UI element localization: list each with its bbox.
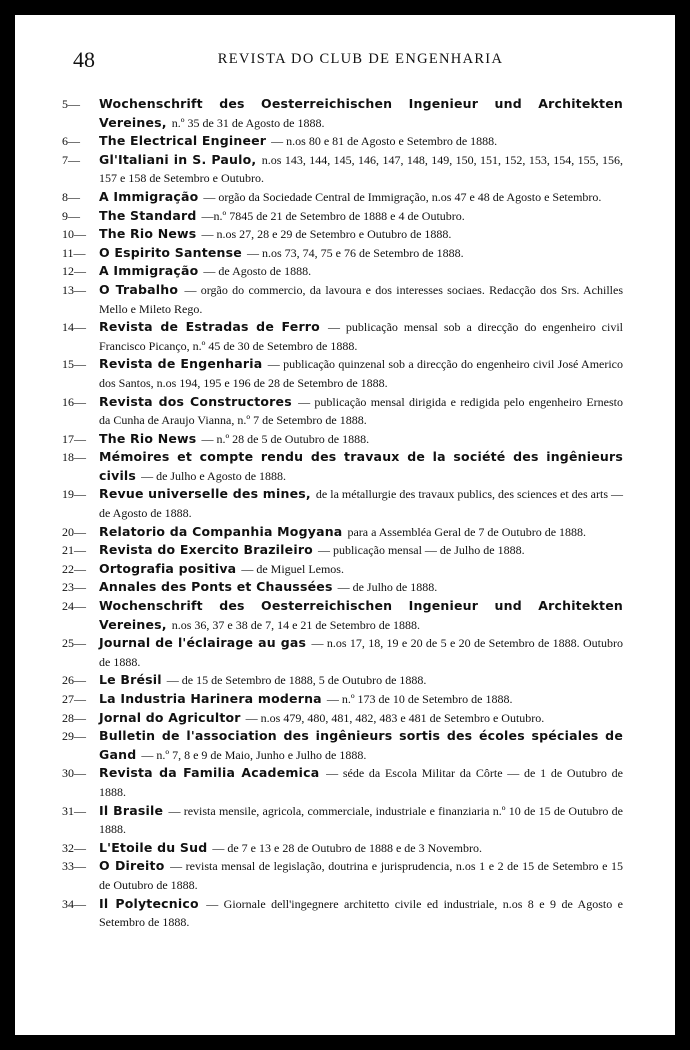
entry-number: 26—	[62, 673, 86, 688]
publication-title: Il Polytecnico	[99, 895, 199, 911]
list-item	[15, 523, 675, 542]
list-item	[15, 857, 675, 894]
publication-details: — de Julho e Agosto de 1888.	[141, 468, 287, 483]
list-item	[15, 541, 675, 560]
publication-details: — n.º 173 de 10 de Setembro de 1888.	[326, 692, 513, 706]
publication-title: Jornal do Agricultor	[99, 709, 241, 725]
list-item	[15, 244, 675, 263]
entry-number: 23—	[62, 580, 86, 595]
publication-details: — publicação quinzenal sob a direcção do engenheiro civil José Americo dos Santos, n.os 194, 195 e 196 de 28 de Setembro de 1888.	[99, 357, 624, 390]
list-item	[15, 151, 675, 188]
publication-title: The Electrical Engineer	[99, 133, 267, 149]
publication-details: — publicação mensal sob a direcção do engenheiro civil Francisco Picanço, n.º 45 de 30 de Setembro de 1888.	[99, 320, 624, 353]
publication-title: Revista da Familia Academica	[99, 765, 320, 781]
page-header	[73, 47, 648, 75]
entry-number: 5—	[62, 97, 80, 111]
entry-number: 12—	[62, 264, 86, 279]
list-item	[15, 430, 675, 449]
publication-details: — de Julho de 1888.	[337, 580, 438, 595]
publication-details: n.os 143, 144, 145, 146, 147, 148, 149, 150, 151, 152, 153, 154, 155, 156, 157 e 158 de Setembro e Outubro.	[99, 152, 624, 186]
publication-title: La Industria Harinera moderna	[99, 691, 322, 706]
list-item	[15, 188, 675, 207]
publication-details: — revista mensile, agricola, commerciale, industriale e finanziaria n.º 10 de 15 de Outubro de 1888.	[99, 803, 624, 837]
publication-title: Wochenschrift des Oesterreichischen Ingenieur und Architekten Vereines,	[99, 598, 623, 632]
entry-number: 24—	[62, 599, 86, 614]
entry-number: 7—	[62, 152, 80, 167]
publication-title: Ortografia positiva	[99, 560, 237, 576]
publication-details: — n.º 28 de 5 de Outubro de 1888.	[201, 431, 370, 446]
list-item	[15, 597, 675, 634]
entry-number: 32—	[62, 840, 86, 855]
entry-number: 21—	[62, 543, 86, 558]
publication-details: — n.º 7, 8 e 9 de Maio, Junho e Julho de 1888.	[141, 747, 367, 762]
publication-title: A Immigração	[99, 188, 199, 204]
publication-details: — de 15 de Setembro de 1888, 5 de Outubro de 1888.	[166, 673, 427, 688]
publication-details: — publicação mensal dirigida e redigida pelo engenheiro Ernesto da Cunha de Araujo Vianna, n.º 7 de Setembro de 1888.	[99, 394, 624, 428]
entry-number: 14—	[62, 320, 86, 335]
publication-title: Relatorio da Companhia Mogyana	[99, 523, 343, 539]
publication-title: The Standard	[99, 207, 197, 223]
list-item	[15, 764, 675, 801]
list-item	[15, 578, 675, 597]
entry-number: 28—	[62, 710, 86, 725]
publication-title: Mémoires et compte rendu des travaux de la société des ingênieurs civils	[99, 449, 623, 483]
list-item	[15, 560, 675, 579]
publication-details: — orgão do commercio, da lavoura e dos interesses sociaes. Redacção dos Srs. Achilles Mello e Mileto Rego.	[99, 282, 623, 316]
publication-title: Revista do Exercito Brazileiro	[99, 542, 313, 558]
entry-number: 6—	[62, 134, 80, 149]
entry-number: 20—	[62, 524, 86, 539]
entry-number: 17—	[62, 431, 86, 446]
publication-details: —n.º 7845 de 21 de Setembro de 1888 e 4 de Outubro.	[201, 208, 465, 223]
publication-title: Wochenschrift des Oesterreichischen Ingenieur und Architekten Vereines,	[99, 96, 623, 130]
list-item	[15, 690, 675, 709]
publication-details: — de 7 e 13 e 28 de Outubro de 1888 e de 3 Novembro.	[212, 840, 482, 855]
publication-details: de la métallurgie des travaux publics, des sciences et des arts — de Agosto de 1888.	[99, 487, 624, 521]
list-item	[15, 281, 675, 318]
entry-number: 15—	[62, 357, 86, 372]
publication-title: L'Etoile du Sud	[99, 839, 208, 855]
publication-details: para a Assembléa Geral de 7 de Outubro de 1888.	[347, 524, 587, 539]
publication-title: Le Brésil	[99, 672, 162, 688]
list-item	[15, 709, 675, 728]
entry-number: 22—	[62, 561, 86, 576]
publication-details: — n.os 73, 74, 75 e 76 de Setembro de 1888.	[246, 245, 464, 260]
entry-number: 8—	[62, 189, 80, 204]
entry-number: 19—	[62, 487, 86, 502]
publication-details: — de Miguel Lemos.	[241, 561, 344, 576]
publication-details: — n.os 17, 18, 19 e 20 de 5 e 20 de Setembro de 1888. Outubro de 1888.	[99, 636, 624, 669]
entry-number: 27—	[62, 692, 86, 706]
publication-title: Gl'Italiani in S. Paulo,	[99, 151, 257, 167]
list-item	[15, 485, 675, 522]
publication-details: — n.os 27, 28 e 29 de Setembro e Outubro de 1888.	[201, 227, 452, 242]
entry-number: 18—	[62, 450, 86, 465]
list-item	[15, 802, 675, 839]
publication-title: The Rio News	[99, 430, 197, 446]
entry-number: 13—	[62, 282, 86, 297]
list-item	[15, 225, 675, 244]
journal-title: REVISTA DO CLUB DE ENGENHARIA	[217, 51, 504, 67]
publication-details: n.os 36, 37 e 38 de 7, 14 e 21 de Setembro de 1888.	[171, 617, 421, 632]
entry-number: 11—	[62, 245, 86, 260]
entry-number: 31—	[62, 803, 86, 818]
publication-details: — de Agosto de 1888.	[203, 264, 312, 279]
entry-number: 10—	[62, 227, 86, 242]
publication-title: O Direito	[99, 858, 165, 874]
list-item	[15, 839, 675, 858]
list-item	[15, 895, 675, 932]
publication-title: The Rio News	[99, 226, 197, 242]
list-item	[15, 207, 675, 226]
publication-details: — publicação mensal — de Julho de 1888.	[317, 543, 525, 558]
publication-title: Revista de Estradas de Ferro	[99, 319, 320, 335]
list-item	[15, 634, 675, 671]
list-item	[15, 318, 675, 355]
list-item	[15, 95, 675, 132]
list-item	[15, 671, 675, 690]
entry-number: 29—	[62, 729, 86, 744]
publication-title: Annales des Ponts et Chaussées	[99, 579, 333, 595]
publication-details: — séde da Escola Militar da Côrte — de 1 de Outubro de 1888.	[99, 766, 623, 799]
publication-details: — n.os 80 e 81 de Agosto e Setembro de 1888.	[271, 134, 498, 149]
publication-title: A Immigração	[99, 263, 199, 279]
publication-title: Il Brasile	[99, 802, 164, 818]
entry-number: 9—	[62, 208, 80, 223]
list-item	[15, 393, 675, 430]
publication-details: — n.os 479, 480, 481, 482, 483 e 481 de Setembro e Outubro.	[245, 710, 545, 725]
list-item	[15, 355, 675, 392]
publication-title: O Espirito Santense	[99, 244, 242, 260]
publication-list	[15, 95, 675, 932]
publication-title: Revista de Engenharia	[99, 356, 263, 372]
publication-details: — orgão da Sociedade Central de Immigração, n.os 47 e 48 de Agosto e Setembro.	[203, 189, 602, 204]
entry-number: 16—	[62, 394, 86, 409]
publication-title: O Trabalho	[99, 281, 179, 297]
page	[15, 15, 675, 1035]
entry-number: 33—	[62, 859, 86, 874]
publication-title: Revista dos Constructores	[99, 393, 292, 409]
entry-number: 34—	[62, 896, 86, 911]
publication-details: — revista mensal de legislação, doutrina e jurisprudencia, n.os 1 e 2 de 15 de Setembro e 15 de Outubro de 1888.	[99, 859, 624, 892]
list-item	[15, 448, 675, 485]
list-item	[15, 132, 675, 151]
list-item	[15, 262, 675, 281]
publication-title: Journal de l'éclairage au gas	[99, 635, 307, 651]
publication-title: Bulletin de l'association des ingênieurs sortis des écoles spéciales de Gand	[99, 728, 623, 762]
publication-title: Revue universelle des mines,	[99, 486, 311, 502]
list-item	[15, 727, 675, 764]
entry-number: 30—	[62, 766, 86, 781]
page-number: 48	[73, 47, 95, 72]
publication-details: — Giornale dell'ingegnere architetto civile ed industriale, n.os 8 e 9 de Agosto e Setembro de 1888.	[99, 896, 623, 930]
entry-number: 25—	[62, 636, 86, 651]
publication-details: n.º 35 de 31 de Agosto de 1888.	[171, 115, 325, 130]
